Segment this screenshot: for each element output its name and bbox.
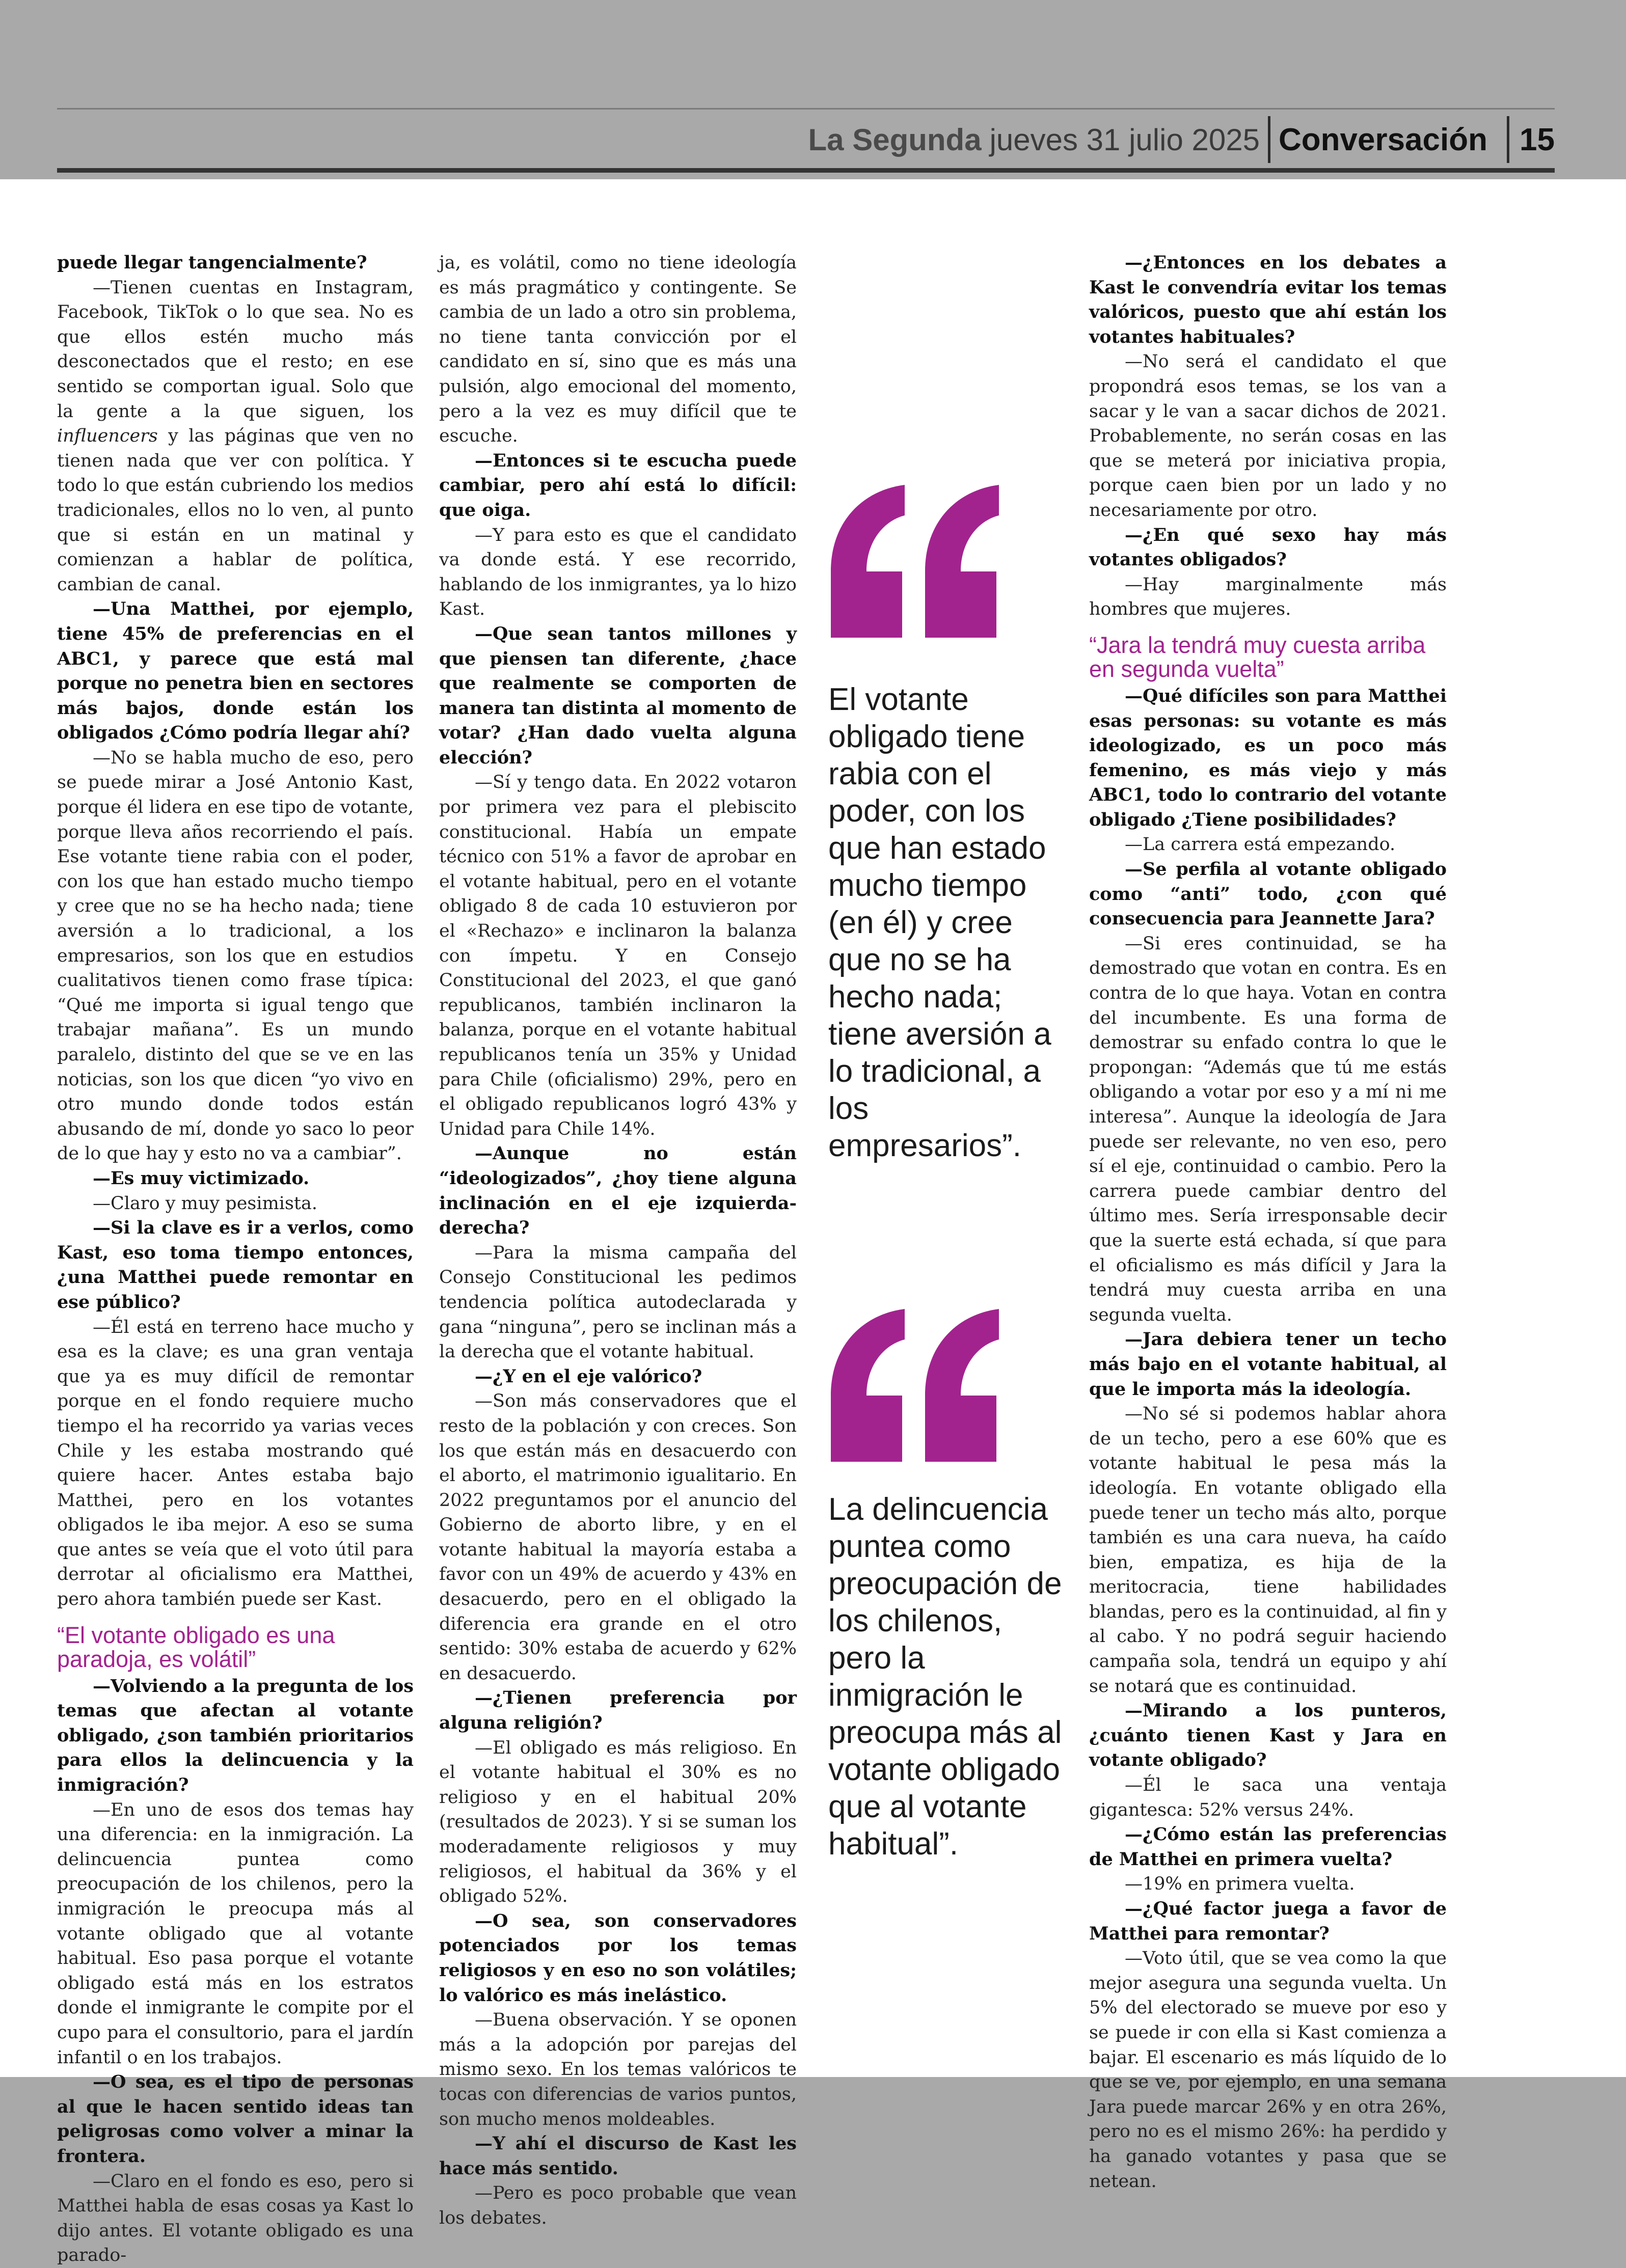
question: —Volviendo a la pregunta de los temas que afectan al votante obligado, ¿son también prioritarios para ellos la delincuencia y la inmigración? [57,1675,414,1796]
answer: ja, es volátil, como no tiene ideología es más pragmático y contingente. Se cambia de un lado a otro sin problema, no tiene tanta convicción por el candidato en sí, sino que es más una pulsión, algo emocional del momento, pero a la vez es muy difícil que te escuche. [439,253,797,447]
question: —¿Qué factor juega a favor de Matthei para remontar? [1089,1898,1447,1944]
masthead [808,114,1487,165]
answer: —19% en primera vuelta. [1125,1874,1355,1895]
question: —O sea, es el tipo de personas al que le hacen sentido ideas tan peligrosas como volver a minar la frontera. [57,2071,414,2167]
article-column-3 [1089,251,1447,2194]
article-page [0,179,1626,2266]
answer: —No se habla mucho de eso, pero se puede mirar a José Antonio Kast, porque él lidera en ese tipo de votante, porque lleva años recorriendo el país. Ese votante tiene rabia con el poder, con los que han estado mucho tiempo y cree que no se ha hecho nada; tiene aversión a lo tradicional, a los empresarios, son los que en estudios cualitativos tienen como frase típica: “Qué me importa si igual tengo que trabajar mañana”. Es un mundo paralelo, distinto del que se ve en las noticias, son los que dicen “yo vivo en otro mundo donde todos están abusando de mí, donde yo saco lo peor de lo que hay y esto no va a cambiar”. [57,747,414,1164]
answer: —Si eres continuidad, se ha demostrado que votan en contra. Es en contra de lo que haya. Votan en contra del incumbente. Es una forma de demostrar su enfado contra lo que le propongan: “Además que tú me estás obligando a votar por eso y a mí ni me interesa”. Aunque la ideología de Jara puede ser relevante, no ven eso, pero sí el eje, continuidad o cambio. Pero la carrera puede cambiar dentro del último mes. Sería irresponsable decir que la suerte está echada, sí que para el oficialismo es más difícil y Jara la tendrá muy cuesta arriba en una segunda vuelta. [1089,933,1447,1325]
answer: —Claro y muy pesimista. [93,1193,317,1214]
question: puede llegar tangencialmente? [57,252,367,273]
answer: —Sí y tengo data. En 2022 votaron por primera vez para el plebiscito constitucional. Había un empate técnico con 51% a favor de aprobar en el votante habitual, pero en el votante obligado 8 de cada 10 estuvieron por el «Rechazo» e inclinaron la balanza con ímpetu. Y en Consejo Constitucional del 2023, el que ganó republicanos, también inclinaron la balanza, porque en el votante habitual republicanos tenía un 35% y Unidad para Chile (oficialismo) 29%, pero en el obligado republicanos logró 43% y Unidad para Chile 14%. [439,772,797,1139]
question: —Es muy victimizado. [93,1167,310,1189]
answer: —No sé si podemos hablar ahora de un techo, pero a ese 60% que es votante habitual le pesa más la ideología. En votante obligado ella puede tener un techo más alto, porque también es una cara nueva, ha caído bien, empatiza, es hija de la meritocracia, tiene habilidades blandas, pero es la continuidad, al fin y al cabo. Y no podrá seguir haciendo campaña sola, tendrá un equipo y ahí se notará que es continuidad. [1089,1404,1447,1697]
subheading: “El votante obligado es una paradoja, es volátil” [57,1622,335,1672]
header-rule [57,168,1555,173]
question: —Se perfila al votante obligado como “anti” todo, ¿con qué consecuencia para Jeannette Jara? [1089,859,1447,930]
pull-quote-2: La delincuencia puntea como preocupación de los chilenos, pero la inmigración le preocupa más al votante obligado que al votante habitual”. [828,1492,1062,1862]
question: —O sea, son conservadores potenciados por los temas religiosos y en eso no son volátiles; lo valórico es más inelástico. [439,1910,797,2006]
answer: —No será el candidato el que propondrá esos temas, se los van a sacar y le van a sacar dichos de 2021. Probablemente, no serán cosas en las que se meterá por iniciativa propia, porque caen bien por un lado y no necesariamente por otro. [1089,351,1447,521]
question: —Entonces si te escucha puede cambiar, pero ahí está lo difícil: que oiga. [439,450,797,521]
answer: —Voto útil, que se vea como la que mejor asegura una segunda vuelta. Un 5% del electorado se mueve por eso y se puede ir con ella si Kast comienza a bajar. El escenario es más líquido de lo que se ve, por ejemplo, en una semana Jara puede marcar 26% y en otra 26%, pero no es el mismo 26%: ha perdido y ha ganado votantes y pasa que se netean. [1089,1948,1447,2192]
question: —¿Cómo están las preferencias de Matthei en primera vuelta? [1089,1824,1447,1870]
question: —¿Entonces en los debates a Kast le convendría evitar los temas valóricos, puesto que ahí están los votantes habituales? [1089,252,1447,347]
answer: —Pero es poco probable que vean los debates. [439,2183,797,2228]
answer: —Buena observación. Y se oponen más a la adopción por parejas del mismo sexo. En los temas valóricos te tocas con diferencias de varios puntos, son mucho menos moldeables. [439,2010,797,2129]
answer: —La carrera está empezando. [1125,834,1396,855]
header-divider [1507,116,1509,163]
answer: —Él le saca una ventaja gigantesca: 52% versus 24%. [1089,1775,1447,1820]
answer: —Él está en terreno hace mucho y esa es la clave; es una gran ventaja que ya es muy difícil de remontar porque en el fondo requiere mucho tiempo el ha recorrido ya varias veces Chile y les estaba mostrando qué quiere hacer. Antes estaba bajo Matthei, pero en los votantes obligados le iba mejor. A eso se suma que antes se veía que el voto útil para derrotar al oficialismo era Matthei, pero ahora también puede ser Kast. [57,1317,414,1610]
question: —Jara debiera tener un techo más bajo en el votante habitual, al que le importa más la ideología. [1089,1329,1447,1400]
question: —Mirando a los punteros, ¿cuánto tienen Kast y Jara en votante obligado? [1089,1700,1447,1771]
publication-name: La Segunda [808,122,982,157]
header-top-line [57,108,1555,110]
italic-term: influencers [57,426,158,447]
question: —Si la clave es ir a verlos, como Kast, eso toma tiempo entonces, ¿una Matthei puede remontar en ese público? [57,1217,414,1313]
header-divider [1268,116,1270,163]
question: —¿Y en el eje valórico? [475,1365,702,1387]
issue-date: jueves 31 julio 2025 [989,122,1260,157]
article-column-1 [57,251,414,2268]
question: —Una Matthei, por ejemplo, tiene 45% de preferencias en el ABC1, y parece que está mal porque no penetra bien en sectores más bajos, donde están los obligados ¿Cómo podría llegar ahí? [57,598,414,744]
question: —Y ahí el discurso de Kast les hace más sentido. [439,2133,797,2179]
answer: —Son más conservadores que el resto de la población y con creces. Son los que están más en desacuerdo con el aborto, el matrimonio igualitario. En 2022 preguntamos por el anuncio del Gobierno de aborto libre, y en el votante habitual la mayoría estaba a favor con un 49% de acuerdo y 43% en desacuerdo, pero en el obligado la diferencia era grande en el otro sentido: 30% estaba de acuerdo y 62% en desacuerdo. [439,1391,797,1684]
question: —¿Tienen preferencia por alguna religión? [439,1687,797,1734]
question: —Aunque no están “ideologizados”, ¿hoy tiene alguna inclinación en el eje izquierda-derecha? [439,1143,797,1239]
article-column-2 [439,251,797,2231]
answer: —Hay marginalmente más hombres que mujeres. [1089,574,1447,620]
page-number-box [1507,114,1555,165]
question: —Que sean tantos millones y que piensen tan diferente, ¿hace que realmente se comporten de manera tan distinta al momento de votar? ¿Han dado vuelta alguna elección? [439,623,797,768]
question: —Qué difíciles son para Matthei esas personas: su votante es más ideologizado, es un poco más femenino, es más viejo y más ABC1, todo lo contrario del votante obligado ¿Tiene posibilidades? [1089,685,1447,830]
quote-mark-icon [828,485,1001,658]
answer: —Tienen cuentas en Instagram, Facebook, TikTok o lo que sea. No es que ellos estén mucho más desconectados que el resto; en ese sentido se comportan igual. Solo que la gente a la que siguen, los influencers y las páginas que ven no tienen nada que ver con política. Y todo lo que están cubriendo los medios tradicionales, ellos no lo ven, al punto que si están en un matinal y comienzan a hablar de política, cambian de canal. [57,277,414,595]
subheading: “Jara la tendrá muy cuesta arriba en segunda vuelta” [1089,632,1426,682]
answer: —Y para esto es que el candidato va donde está. Y ese recorrido, hablando de los inmigrantes, ya lo hizo Kast. [439,525,797,620]
answer: —Para la misma campaña del Consejo Constitucional les pedimos tendencia política autodeclarada y gana “ninguna”, pero se inclinan más a la derecha que el votante habitual. [439,1242,797,1362]
pull-quote-1: El votante obligado tiene rabia con el poder, con los que han estado mucho tiempo (en él) y cree que no se ha hecho nada; tiene aversión a lo tradicional, a los empresarios”. [828,682,1051,1163]
quote-mark-icon [828,1309,1001,1482]
page-header [57,111,1555,172]
answer: —El obligado es más religioso. En el votante habitual el 30% es no religioso y en el habitual 20% (resultados de 2023). Y si se suman los moderadamente religiosos y muy religiosos, el habitual da 36% y el obligado 52%. [439,1737,797,1907]
answer: —Claro en el fondo es eso, pero si Matthei habla de esas cosas ya Kast lo dijo antes. El votante obligado es una parado- [57,2171,414,2266]
answer: —En uno de esos dos temas hay una diferencia: en la inmigración. La delincuencia puntea como preocupación de los chilenos, pero la inmigración le preocupa más al votante obligado que al votante habitual. Eso pasa porque el votante obligado está más en los estratos donde el inmigrante le compite por el cupo para el consultorio, para el jardín infantil o en los trabajos. [57,1799,414,2068]
question: —¿En qué sexo hay más votantes obligados? [1089,524,1447,570]
page-number: 15 [1520,122,1555,157]
section-name: Conversación [1278,122,1487,157]
